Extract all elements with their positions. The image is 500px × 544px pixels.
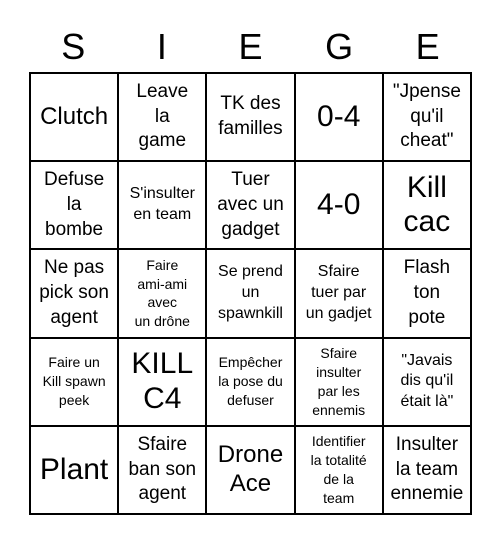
title-letter-s: S [61, 26, 86, 67]
cell-text: 0-4 [317, 99, 361, 133]
bingo-cell-10[interactable] [384, 162, 472, 250]
cell-text: Clutch [40, 102, 109, 130]
cell-text: "Jpense qu'il cheat" [392, 81, 461, 152]
bingo-title [29, 22, 472, 72]
cell-text: Ne pas pick son agent [39, 257, 109, 328]
cell-text: Identifier la totalité de la team [310, 433, 367, 506]
bingo-cell-23[interactable] [207, 427, 295, 515]
cell-text: S'insulter en team [129, 185, 195, 224]
bingo-cell-3[interactable] [207, 74, 295, 162]
bingo-cell-6[interactable] [31, 162, 119, 250]
bingo-cell-11[interactable] [31, 250, 119, 338]
cell-text: Plant [39, 452, 109, 486]
bingo-cell-12[interactable] [119, 250, 207, 338]
title-letter-g: G [325, 26, 354, 67]
bingo-cell-24[interactable] [296, 427, 384, 515]
title-letter-i: I [156, 26, 167, 67]
bingo-cell-20[interactable] [384, 339, 472, 427]
bingo-cell-13[interactable] [207, 250, 295, 338]
cell-text: "Javais dis qu'il était là" [400, 351, 454, 411]
bingo-cell-16[interactable] [31, 339, 119, 427]
bingo-cell-7[interactable] [119, 162, 207, 250]
title-letter-e-2: E [415, 26, 440, 67]
cell-text: Sfaire tuer par un gadjet [305, 263, 372, 322]
cell-text: Drone Ace [217, 441, 284, 497]
bingo-cell-9[interactable] [296, 162, 384, 250]
bingo-cell-4[interactable] [296, 74, 384, 162]
bingo-cell-25[interactable] [384, 427, 472, 515]
cell-text: Sfaire insulter par les ennemis [312, 344, 366, 418]
cell-text: Defuse la bombe [43, 169, 105, 240]
cell-text: Insulter la team ennemie [390, 433, 464, 505]
bingo-cell-14[interactable] [296, 250, 384, 338]
bingo-cell-22[interactable] [119, 427, 207, 515]
cell-text: Empêcher la pose du defuser [218, 354, 283, 409]
bingo-cell-1[interactable] [31, 74, 119, 162]
cell-text: Faire un Kill spawn peek [42, 354, 106, 409]
bingo-board [29, 72, 472, 515]
cell-text: Se prend un spawnkill [218, 263, 283, 322]
bingo-cell-8[interactable] [207, 162, 295, 250]
cell-text: Flash ton pote [403, 257, 451, 328]
cell-text: Kill cac [403, 170, 451, 239]
bingo-cell-19[interactable] [296, 339, 384, 427]
cell-text: Faire ami-ami avec un drône [134, 256, 190, 330]
bingo-cell-2[interactable] [119, 74, 207, 162]
bingo-cell-5[interactable] [384, 74, 472, 162]
cell-text: 4-0 [317, 188, 361, 222]
cell-text: KILL C4 [131, 347, 194, 415]
cell-text: Sfaire ban son agent [128, 433, 197, 505]
bingo-cell-18[interactable] [207, 339, 295, 427]
cell-text: Leave la game [136, 81, 189, 152]
bingo-cell-15[interactable] [384, 250, 472, 338]
cell-text: TK des familles [218, 93, 283, 140]
title-letter-e: E [238, 26, 263, 67]
cell-text: Tuer avec un gadget [217, 169, 284, 240]
bingo-cell-21[interactable] [31, 427, 119, 515]
bingo-cell-17[interactable] [119, 339, 207, 427]
